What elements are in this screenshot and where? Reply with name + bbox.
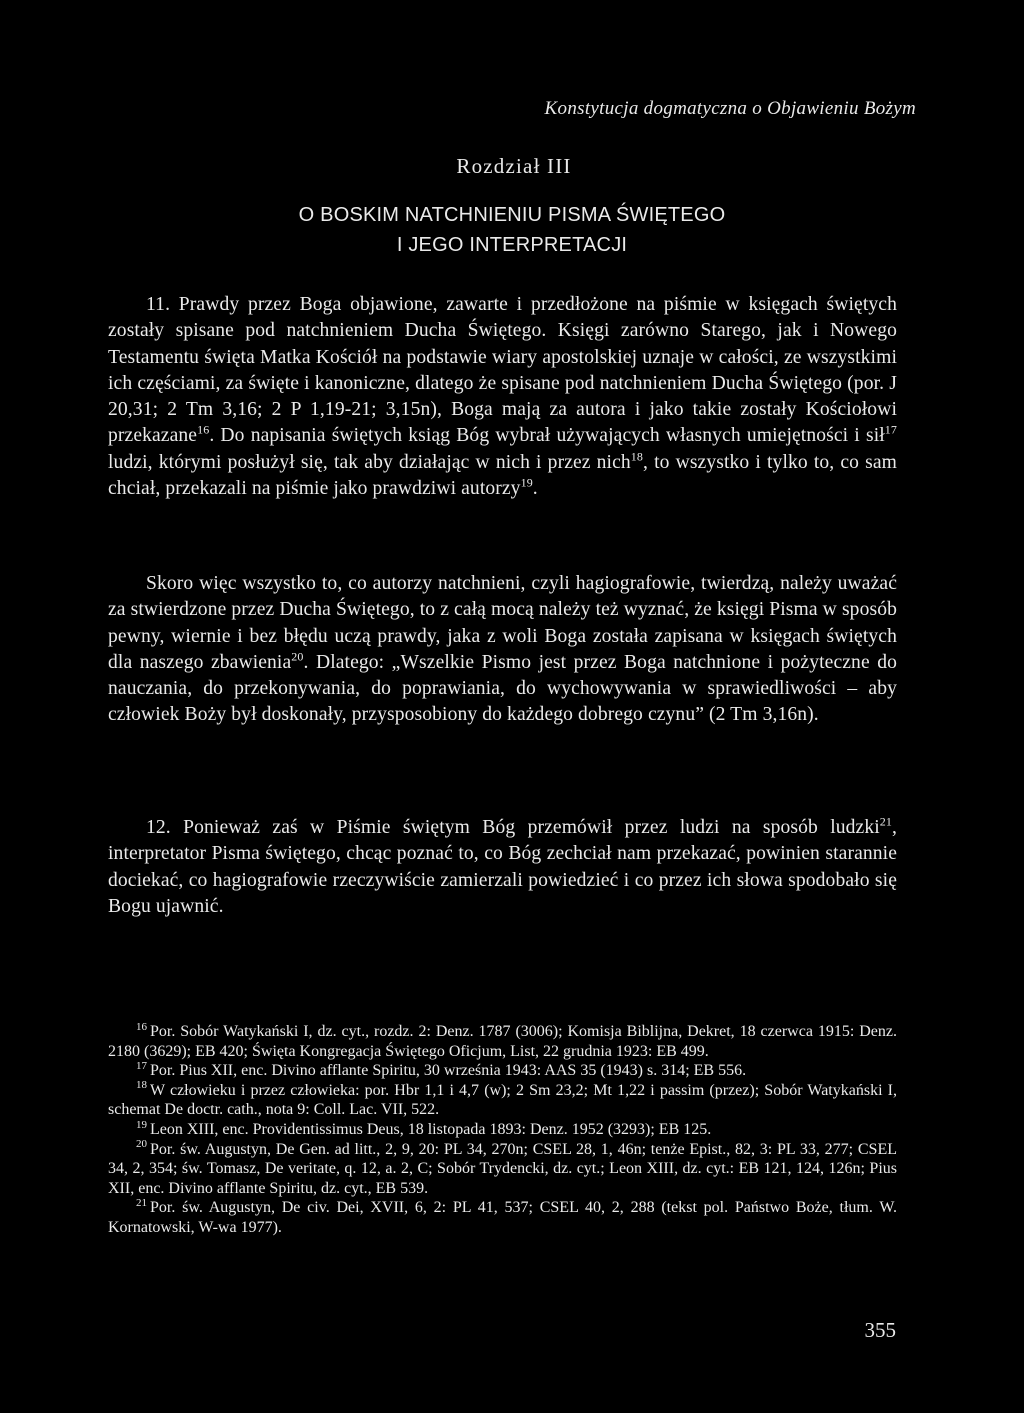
running-head: Konstytucja dogmatyczna o Objawieniu Bożym xyxy=(544,98,916,119)
text-run: . Dlatego: „Wszelkie Pismo jest przez Boga natchnione i pożyteczne do nauczania, do przekonywania, do poprawiania, do wychowywania w sprawiedliwości – aby człowiek Boży był doskonały, przysposobiony do każdego dobrego czynu” (2 Tm 3,16n). xyxy=(108,651,897,726)
footnote-text: W człowieku i przez człowieka: por. Hbr 1,1 i 4,7 (w); 2 Sm 23,2; Mt 1,22 i passim (przez); Sobór Watykański I, schemat De doctr. cath., nota 9: Coll. Lac. VII, 522. xyxy=(108,1081,897,1119)
paragraph-11-text xyxy=(108,292,897,502)
page-number: 355 xyxy=(864,1318,896,1342)
text-run: . xyxy=(532,478,538,500)
footnote-ref: 20 xyxy=(291,649,304,664)
paragraph-skoro xyxy=(108,571,897,729)
footnote-number: 21 xyxy=(136,1197,147,1210)
footnote-17 xyxy=(108,1061,897,1081)
text-run: 11. Prawdy przez Boga objawione, zawarte i przedłożone na piśmie w księgach świętych zostały spisane pod natchnieniem Ducha Świętego. Księgi zarówno Starego, jak i Nowego Testamentu święta Matka Kościół na podstawie wiary apostolskiej uznaje w całości, ze wszystkimi ich częściami, za święte i kanoniczne, dlatego że spisane pod natchnieniem Ducha Świętego (por. J 20,31; 2 Tm 3,16; 2 P 1,19-21; 3,15n), Boga mają za autora i jako takie zostały Kościołowi przekazane xyxy=(108,294,897,447)
footnote-ref: 19 xyxy=(520,475,533,490)
text-run: Skoro więc wszystko to, co autorzy natchnieni, czyli hagiografowie, twierdzą, należy uważać za stwierdzone przez Ducha Świętego, to z całą mocą należy też wyznać, że księgi Pisma w sposób pewny, wiernie i bez błędu uczą prawdy, jaka z woli Boga została zapisana w księgach świętych dla naszego zbawienia xyxy=(108,573,897,673)
text-run: . Do napisania świętych ksiąg Bóg wybrał używających własnych umiejętności i sił xyxy=(209,425,885,447)
footnote-ref: 17 xyxy=(884,422,897,437)
footnote-21 xyxy=(108,1198,897,1237)
footnote-text: Leon XIII, enc. Providentissimus Deus, 18 listopada 1893: Denz. 1952 (3293); EB 125. xyxy=(150,1120,712,1138)
chapter-title-line-1: O BOSKIM NATCHNIENIU PISMA ŚWIĘTEGO xyxy=(298,204,726,226)
text-run: , interpretator Pisma świętego, chcąc poznać to, co Bóg zechciał nam przekazać, powinien starannie dociekać, co hagiografowie rzeczywiście zamierzali powiedzieć i co przez ich słowa spodobało się Bogu ujawnić. xyxy=(108,817,897,917)
footnote-number: 20 xyxy=(136,1138,147,1151)
footnote-number: 17 xyxy=(136,1059,147,1072)
footnote-text: Por. Pius XII, enc. Divino afflante Spiritu, 30 września 1943: AAS 35 (1943) s. 314; EB 556. xyxy=(150,1062,747,1080)
footnote-19 xyxy=(108,1120,897,1140)
text-run: 12. Ponieważ zaś w Piśmie świętym Bóg przemówił przez ludzi na sposób ludzki xyxy=(146,817,880,838)
chapter-title xyxy=(0,200,1024,260)
footnote-18 xyxy=(108,1081,897,1120)
footnote-number: 19 xyxy=(136,1118,147,1131)
footnote-text: Por. Sobór Watykański I, dz. cyt., rozdz. 2: Denz. 1787 (3006); Komisja Biblijna, Dekret, 18 czerwca 1915: Denz. 2180 (3629); EB 420; Święta Kongregacja Świętego Oficjum, List, 22 grudnia 1923: EB 499. xyxy=(108,1023,897,1060)
paragraph-skoro-text xyxy=(108,571,897,729)
footnote-ref: 18 xyxy=(630,449,643,464)
paragraph-12 xyxy=(108,815,897,920)
chapter-label: Rozdział III xyxy=(456,154,572,178)
footnote-text: Por. św. Augustyn, De civ. Dei, XVII, 6, 2: PL 41, 537; CSEL 40, 2, 288 (tekst pol. Państwo Boże, tłum. W. Kornatowski, W-wa 1977). xyxy=(108,1199,897,1236)
footnote-text: Por. św. Augustyn, De Gen. ad litt., 2, 9, 20: PL 34, 270n; CSEL 28, 1, 46n; tenże Epist., 82, 3: PL 33, 277; CSEL 34, 2, 354; św. Tomasz, De veritate, q. 12, a. 2, C; Sobór Trydencki, dz. cyt.; Leon XIII, dz. cyt.: EB 121, 124, 126n; Pius XII, enc. Divino afflante Spiritu, dz. cyt., EB 539. xyxy=(108,1140,897,1197)
footnote-ref: 21 xyxy=(879,814,892,829)
paragraph-11 xyxy=(108,292,897,502)
text-run: , to wszystko i tylko to, co sam chciał, przekazali na piśmie jako prawdziwi autorzy xyxy=(108,451,897,500)
footnote-20 xyxy=(108,1140,897,1199)
footnote-number: 16 xyxy=(136,1020,147,1033)
footnotes xyxy=(108,1022,897,1238)
footnote-number: 18 xyxy=(136,1079,147,1092)
paragraph-12-text xyxy=(108,815,897,920)
footnote-ref: 16 xyxy=(197,422,210,437)
chapter-title-line-2: I JEGO INTERPRETACJI xyxy=(396,234,628,256)
text-run: ludzi, którymi posłużył się, tak aby działając w nich i przez nich xyxy=(108,451,631,473)
footnote-16 xyxy=(108,1022,897,1061)
